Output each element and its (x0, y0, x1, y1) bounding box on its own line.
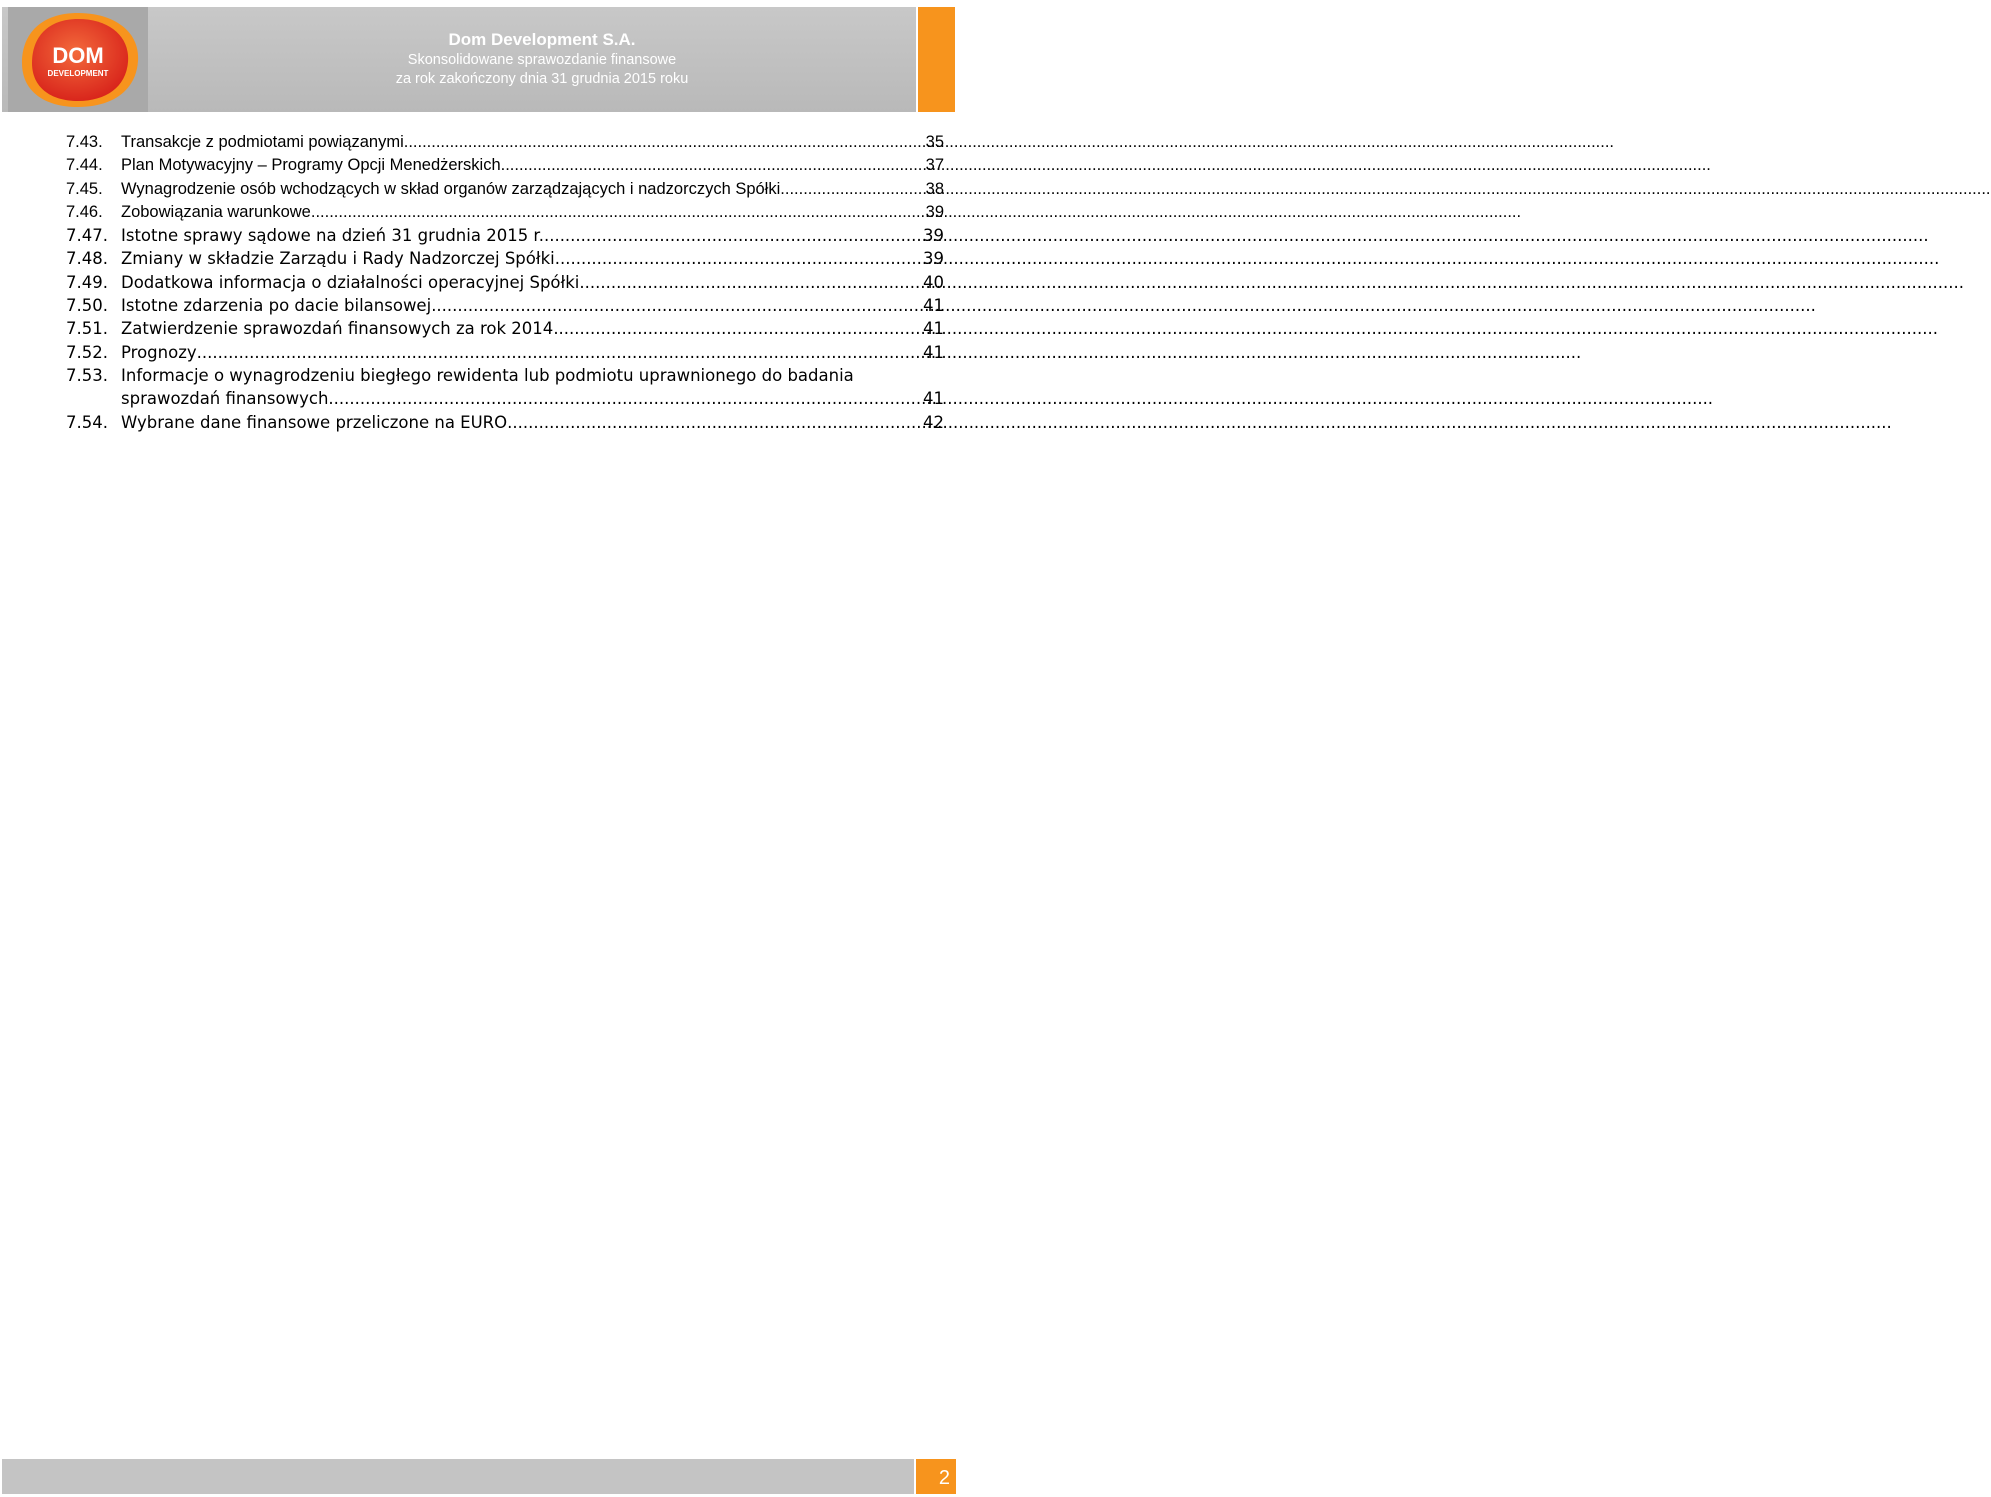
toc-page-number: 41 (923, 319, 944, 339)
toc-page-number: 41 (923, 342, 944, 362)
toc-title: Istotne zdarzenia po dacie bilansowej (121, 296, 432, 316)
toc-title: Plan Motywacyjny – Programy Opcji Menedżerskich (121, 156, 501, 175)
toc-number: 7.47. (66, 226, 108, 246)
toc-number: 7.53. (66, 365, 108, 385)
toc-leader (553, 317, 921, 340)
toc-page-number: 41 (923, 389, 944, 409)
toc-page-number: 37 (925, 156, 944, 175)
toc-entry[interactable] (66, 317, 944, 340)
toc-title: Wynagrodzenie osób wchodzących w skład organów zarządzających i nadzorczych Spółki (121, 179, 781, 198)
toc-number: 7.48. (66, 249, 108, 269)
toc-number: 7.50. (66, 296, 108, 316)
svg-text:DEVELOPMENT: DEVELOPMENT (47, 69, 109, 78)
toc-title: Transakcje z podmiotami powiązanymi (121, 133, 404, 151)
footer-page-number: 2 (916, 1459, 956, 1494)
toc-entry[interactable] (66, 178, 944, 201)
toc-number: 7.49. (66, 272, 108, 292)
toc-title: Zobowiązania warunkowe (121, 202, 311, 221)
toc-entry[interactable] (66, 154, 944, 177)
toc-page-number: 35 (925, 133, 944, 151)
toc-entry[interactable] (66, 247, 944, 270)
toc-number: 7.46. (66, 202, 103, 221)
toc-number: 7.51. (66, 319, 108, 339)
toc-page-number: 39 (923, 249, 944, 269)
toc-number: 7.52. (66, 342, 108, 362)
toc-page-number: 42 (923, 412, 944, 432)
toc-entry[interactable] (66, 131, 944, 154)
toc-entry[interactable] (66, 341, 944, 364)
toc-title: Dodatkowa informacja o działalności operacyjnej Spółki (121, 272, 580, 292)
toc-leader (501, 154, 924, 177)
dom-development-logo (8, 7, 148, 112)
toc-title: Informacje o wynagrodzeniu biegłego rewidenta lub podmiotu uprawnionego do badania (121, 365, 854, 385)
toc-title-continuation: sprawozdań finansowych (121, 389, 329, 409)
toc-leader (431, 294, 921, 317)
toc-leader (544, 224, 921, 247)
toc-number: 7.54. (66, 412, 108, 432)
table-of-contents (66, 131, 944, 434)
toc-entry[interactable] (66, 294, 944, 317)
toc-entry[interactable] (66, 271, 944, 294)
toc-title: Zatwierdzenie sprawozdań finansowych za rok 2014 (121, 319, 554, 339)
toc-entry[interactable] (66, 364, 944, 411)
toc-leader (507, 411, 921, 434)
toc-leader (311, 201, 924, 224)
toc-title: Istotne sprawy sądowe na dzień 31 grudnia 2015 r. (121, 226, 544, 246)
logo-container (8, 7, 148, 112)
toc-page-number: 41 (923, 296, 944, 316)
toc-leader (579, 271, 921, 294)
toc-number: 7.43. (66, 133, 103, 151)
toc-page-number: 39 (923, 226, 944, 246)
page-header (2, 7, 916, 112)
toc-page-number: 39 (925, 202, 944, 221)
header-accent-bar (918, 7, 955, 112)
toc-entry[interactable] (66, 201, 944, 224)
toc-leader (328, 387, 921, 410)
toc-number: 7.44. (66, 156, 103, 175)
toc-leader (404, 131, 924, 154)
toc-leader (197, 341, 921, 364)
svg-text:DOM: DOM (52, 43, 104, 68)
toc-leader (555, 247, 921, 270)
toc-entry[interactable] (66, 224, 944, 247)
toc-title: Wybrane dane finansowe przeliczone na EURO (121, 412, 508, 432)
toc-page-number: 40 (923, 272, 944, 292)
toc-title: Zmiany w składzie Zarządu i Rady Nadzorczej Spółki (121, 249, 555, 269)
toc-page-number: 38 (925, 179, 944, 198)
header-text (337, 29, 747, 89)
report-subtitle-line2: za rok zakończony dnia 31 grudnia 2015 roku (395, 71, 689, 87)
company-name: Dom Development S.A. (448, 30, 636, 49)
toc-title: Prognozy (121, 342, 197, 362)
toc-leader (780, 178, 923, 201)
toc-entry[interactable] (66, 411, 944, 434)
page-footer (2, 1459, 914, 1494)
report-subtitle-line1: Skonsolidowane sprawozdanie finansowe (407, 52, 677, 68)
toc-number: 7.45. (66, 179, 103, 198)
